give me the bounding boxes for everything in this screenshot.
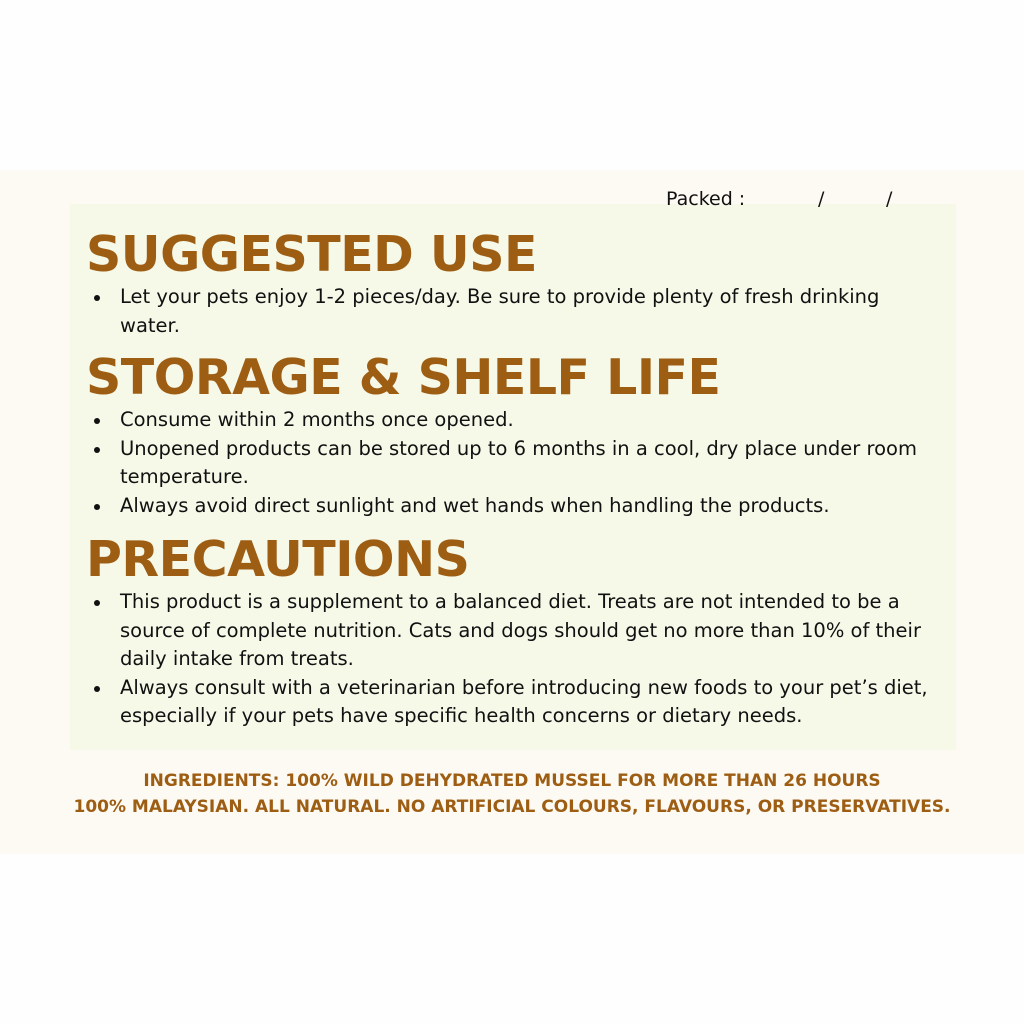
packed-date-separator-2: / — [886, 188, 893, 210]
list-item: Let your pets enjoy 1-2 pieces/day. Be sure to provide plenty of fresh drinking water. — [120, 283, 880, 340]
list-item: Consume within 2 months once opened. — [120, 406, 950, 435]
precautions-list — [120, 588, 950, 731]
list-item: This product is a supplement to a balanced diet. Treats are not intended to be a source of complete nutrition. Cats and dogs should get no more than 10% of their daily intake from treats. — [120, 588, 950, 674]
heading-storage-shelf-life: STORAGE & SHELF LIFE — [86, 349, 721, 406]
claims-line: 100% MALAYSIAN. ALL NATURAL. NO ARTIFICIAL COLOURS, FLAVOURS, OR PRESERVATIVES. — [73, 797, 951, 817]
ingredients-line: INGREDIENTS: 100% WILD DEHYDRATED MUSSEL FOR MORE THAN 26 HOURS — [143, 771, 881, 791]
list-item: Always consult with a veterinarian before introducing new foods to your pet’s diet, especially if your pets have specific health concerns or dietary needs. — [120, 674, 950, 731]
list-item: Always avoid direct sunlight and wet hands when handling the products. — [120, 492, 950, 521]
heading-precautions: PRECAUTIONS — [86, 531, 470, 588]
list-item: Unopened products can be stored up to 6 months in a cool, dry place under room temperature. — [120, 435, 950, 492]
packed-date — [666, 188, 893, 210]
packed-label: Packed : — [666, 188, 746, 210]
packed-date-separator-1: / — [818, 188, 825, 210]
storage-list — [120, 406, 950, 520]
heading-suggested-use: SUGGESTED USE — [86, 226, 537, 283]
suggested-use-list — [120, 283, 880, 340]
